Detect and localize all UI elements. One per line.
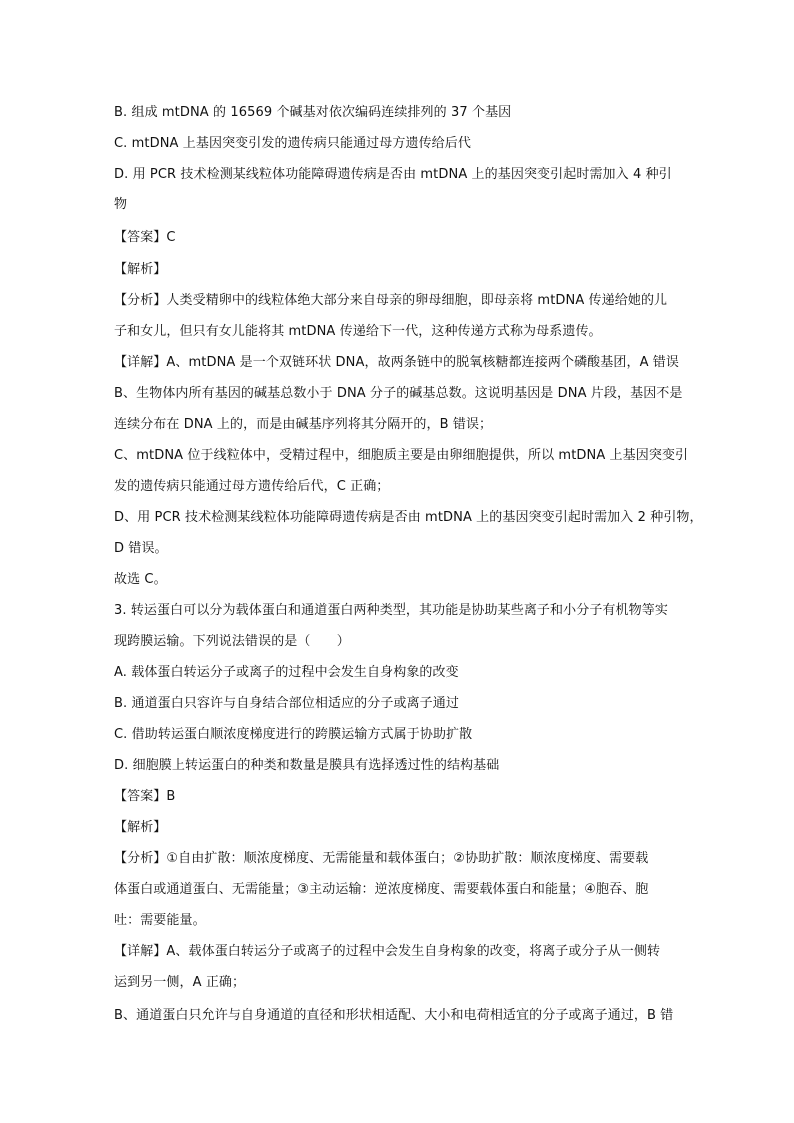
detail-b-q3: B、通道蛋白只允许与自身通道的直径和形状相适配、大小和电荷相适宜的分子或离子通过，B 错 [114, 1008, 674, 1023]
analysis-text-q3-cont: 体蛋白或通道蛋白、无需能量；③主动运输：逆浓度梯度、需要载体蛋白和能量；④胞吞、胞 [114, 882, 649, 897]
option-c-q3: C. 借助转运蛋白顺浓度梯度进行的跨膜运输方式属于协助扩散 [114, 727, 473, 742]
analysis-heading-q2: 【解析】 [114, 262, 167, 277]
answer-label-q3: 【答案】B [114, 789, 176, 804]
detail-c-q2: C、mtDNA 位于线粒体中，受精过程中，细胞质主要是由卵细胞提供，所以 mtDNA 上基因突变引 [114, 448, 689, 463]
analysis-text-q2: 【分析】人类受精卵中的线粒体绝大部分来自母亲的卵母细胞，即母亲将 mtDNA 传递给她的儿 [114, 293, 668, 308]
analysis-text-q3: 【分析】①自由扩散：顺浓度梯度、无需能量和载体蛋白；②协助扩散：顺浓度梯度、需要载 [114, 851, 649, 866]
detail-a-q3-cont: 运到另一侧，A 正确； [114, 975, 246, 990]
option-d-mtdna-line-cont: 物 [114, 197, 128, 212]
analysis-text-q2-cont: 子和女儿，但只有女儿能将其 mtDNA 传递给下一代，这种传递方式称为母系遗传。 [114, 324, 602, 339]
detail-b-q2: B、生物体内所有基因的碱基总数小于 DNA 分子的碱基总数。这说明基因是 DNA 片段，基因不是 [114, 386, 683, 401]
question-3-stem-cont: 现跨膜运输。下列说法错误的是（ ） [114, 634, 350, 649]
detail-text-q2: 【详解】A、mtDNA 是一个双链环状 DNA，故两条链中的脱氧核糖都连接两个磷酸基团，A 错误 [114, 355, 679, 370]
detail-a-q3: 【详解】A、载体蛋白转运分子或离子的过程中会发生自身构象的改变，将离子或分子从一侧转 [114, 944, 661, 959]
option-b-q3: B. 通道蛋白只容许与自身结合部位相适应的分子或离子通过 [114, 696, 459, 711]
analysis-heading-q3: 【解析】 [114, 820, 167, 835]
analysis-text-q3-end: 吐：需要能量。 [114, 913, 206, 928]
question-3-stem: 3. 转运蛋白可以分为载体蛋白和通道蛋白两种类型，其功能是协助某些离子和小分子有机物等实 [114, 603, 668, 618]
option-d-mtdna-line: D. 用 PCR 技术检测某线粒体功能障碍遗传病是否由 mtDNA 上的基因突变引起时需加入 4 种引 [114, 167, 672, 182]
option-d-q3: D. 细胞膜上转运蛋白的种类和数量是膜具有选择透过性的结构基础 [114, 758, 500, 773]
detail-d-q2: D、用 PCR 技术检测某线粒体功能障碍遗传病是否由 mtDNA 上的基因突变引起时需加入 2 种引物， [114, 510, 703, 525]
option-c-mtdna-line: C. mtDNA 上基因突变引发的遗传病只能通过母方遗传给后代 [114, 136, 471, 151]
choice-summary-q2: 故选 C。 [114, 572, 167, 587]
option-b-mtdna-line: B. 组成 mtDNA 的 16569 个碱基对依次编码连续排列的 37 个基因 [114, 105, 512, 120]
answer-label-q2: 【答案】C [114, 230, 176, 245]
detail-d-q2-cont: D 错误。 [114, 541, 168, 556]
option-a-q3: A. 载体蛋白转运分子或离子的过程中会发生自身构象的改变 [114, 665, 459, 680]
detail-b-q2-cont: 连续分布在 DNA 上的，而是由碱基序列将其分隔开的，B 错误； [114, 417, 493, 432]
detail-c-q2-cont: 发的遗传病只能通过母方遗传给后代，C 正确； [114, 479, 390, 494]
